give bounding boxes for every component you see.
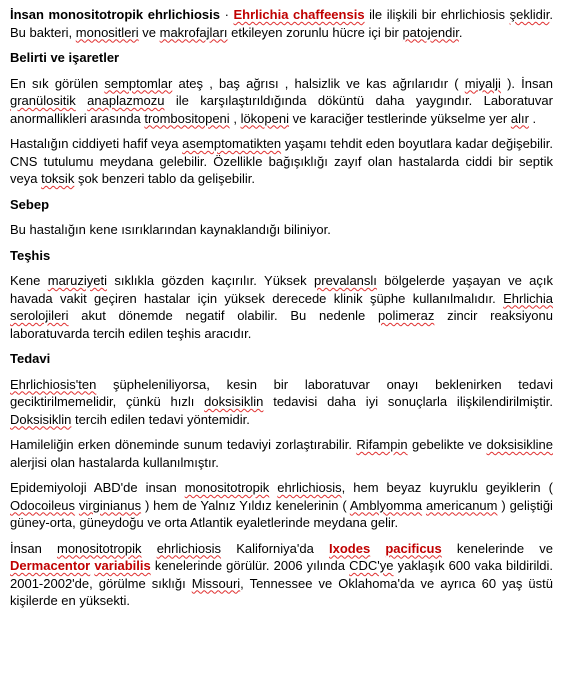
intro-lead: İnsan monositotropik ehrlichiosis [10,7,220,22]
heading-sebep: Sebep [10,196,50,212]
heading-tedavi: Tedavi [10,351,51,366]
tick-species-variabilis: variabilis [94,558,151,573]
heading-belirti: Belirti ve işaretler [10,50,120,65]
organism-name: Ehrlichia chaffeensis [233,7,365,22]
tick-species-dermacentor: Dermacentor [10,558,91,573]
intro-paragraph[interactable]: İnsan monositotropik ehrlichiosis · Ehrlichia chaffeensis ile ilişkili bir ehrlichiosis şeklidir. Bu bakteri, monositleri ve makrofajları etkileyen zorunlu hücre içi bir patojendir. [10,7,553,40]
heading-teshis: Teşhis [10,247,51,263]
tedavi-paragraph-2[interactable]: Hamileliğin erken döneminde sunum tedaviyi zorlaştırabilir. Rifampin gebelikte ve doksisikline alerjisi olan hastalarda kullanılmıştır. [10,437,553,470]
tick-species-ixodes: Ixodes [329,540,371,556]
tick-species-pacificus: pacificus [385,540,442,556]
tedavi-paragraph-1[interactable]: Ehrlichiosis'ten şüpheleniliyorsa, kesin bir laboratuvar onayı beklenirken tedavi geciktirilmemelidir, çünkü hızlı doksisiklin tedavisi daha iyi sonuçlarla ilişkilendirilmiştir. Doksisiklin tercih edilen tedavi yöntemidir. [10,376,553,427]
belirti-paragraph-1[interactable]: En sık görülen semptomlar ateş , baş ağrısı , halsizlik ve kas ağrılarıdır ( miyalji ). İnsan granülositik anaplazmozu ile karşılaştırıldığında döküntü daha yaygındır. Laboratuvar anormallikleri arasında trombositopeni , lökopeni ve karaciğer testlerinde yükselme yer alır . [10,75,553,126]
teshis-paragraph[interactable]: Kene maruziyeti sıklıkla gözden kaçırılır. Yüksek prevalanslı bölgelerde yaşayan ve açık havada vakit geçiren hastalar için yüksek derecede klinik şüphe kullanılmalıdır. Ehrlichia serolojileri akut dönemde negatif olabilir. Bu nedenle polimeraz zincir reaksiyonu laboratuvarda tercih edilen teşhis aracıdır. [10,273,554,341]
epidemiology-paragraph-2[interactable]: İnsan monositotropik ehrlichiosis Kaliforniya'da Ixodes pacificus kenelerinde ve Dermacentor variabilis kenelerinde görülür. 2006 yılında CDC'ye yaklaşık 600 vaka bildirildi. 2001-2002'de, görülme sıklığı Missouri, Tennessee ve Oklahoma'da ve ayrıca 60 yaş üstü kişilerde en yüksekti. [10,540,554,608]
sebep-paragraph[interactable]: Bu hastalığın kene ısırıklarından kaynaklandığı biliniyor. [10,222,331,237]
epidemiology-paragraph-1[interactable]: Epidemiyoloji ABD'de insan monositotropik ehrlichiosis, hem beyaz kuyruklu geyiklerin ( Odocoileus virginianus ) hem de Yalnız Yıldız kenelerinin ( Amblyomma americanum ) geliştiği güney-orta, güneydoğu ve orta Atlantik eyaletlerinde meydana gelir. [10,480,553,530]
belirti-paragraph-2[interactable]: Hastalığın ciddiyeti hafif veya asemptomatikten yaşamı tehdit eden boyutlara kadar değişebilir. CNS tutulumu meydana gelebilir. Özellikle bağışıklığı zayıf olan hastalarda ciddi bir septik veya toksik şok benzeri tablo da gelişebilir. [10,136,553,186]
